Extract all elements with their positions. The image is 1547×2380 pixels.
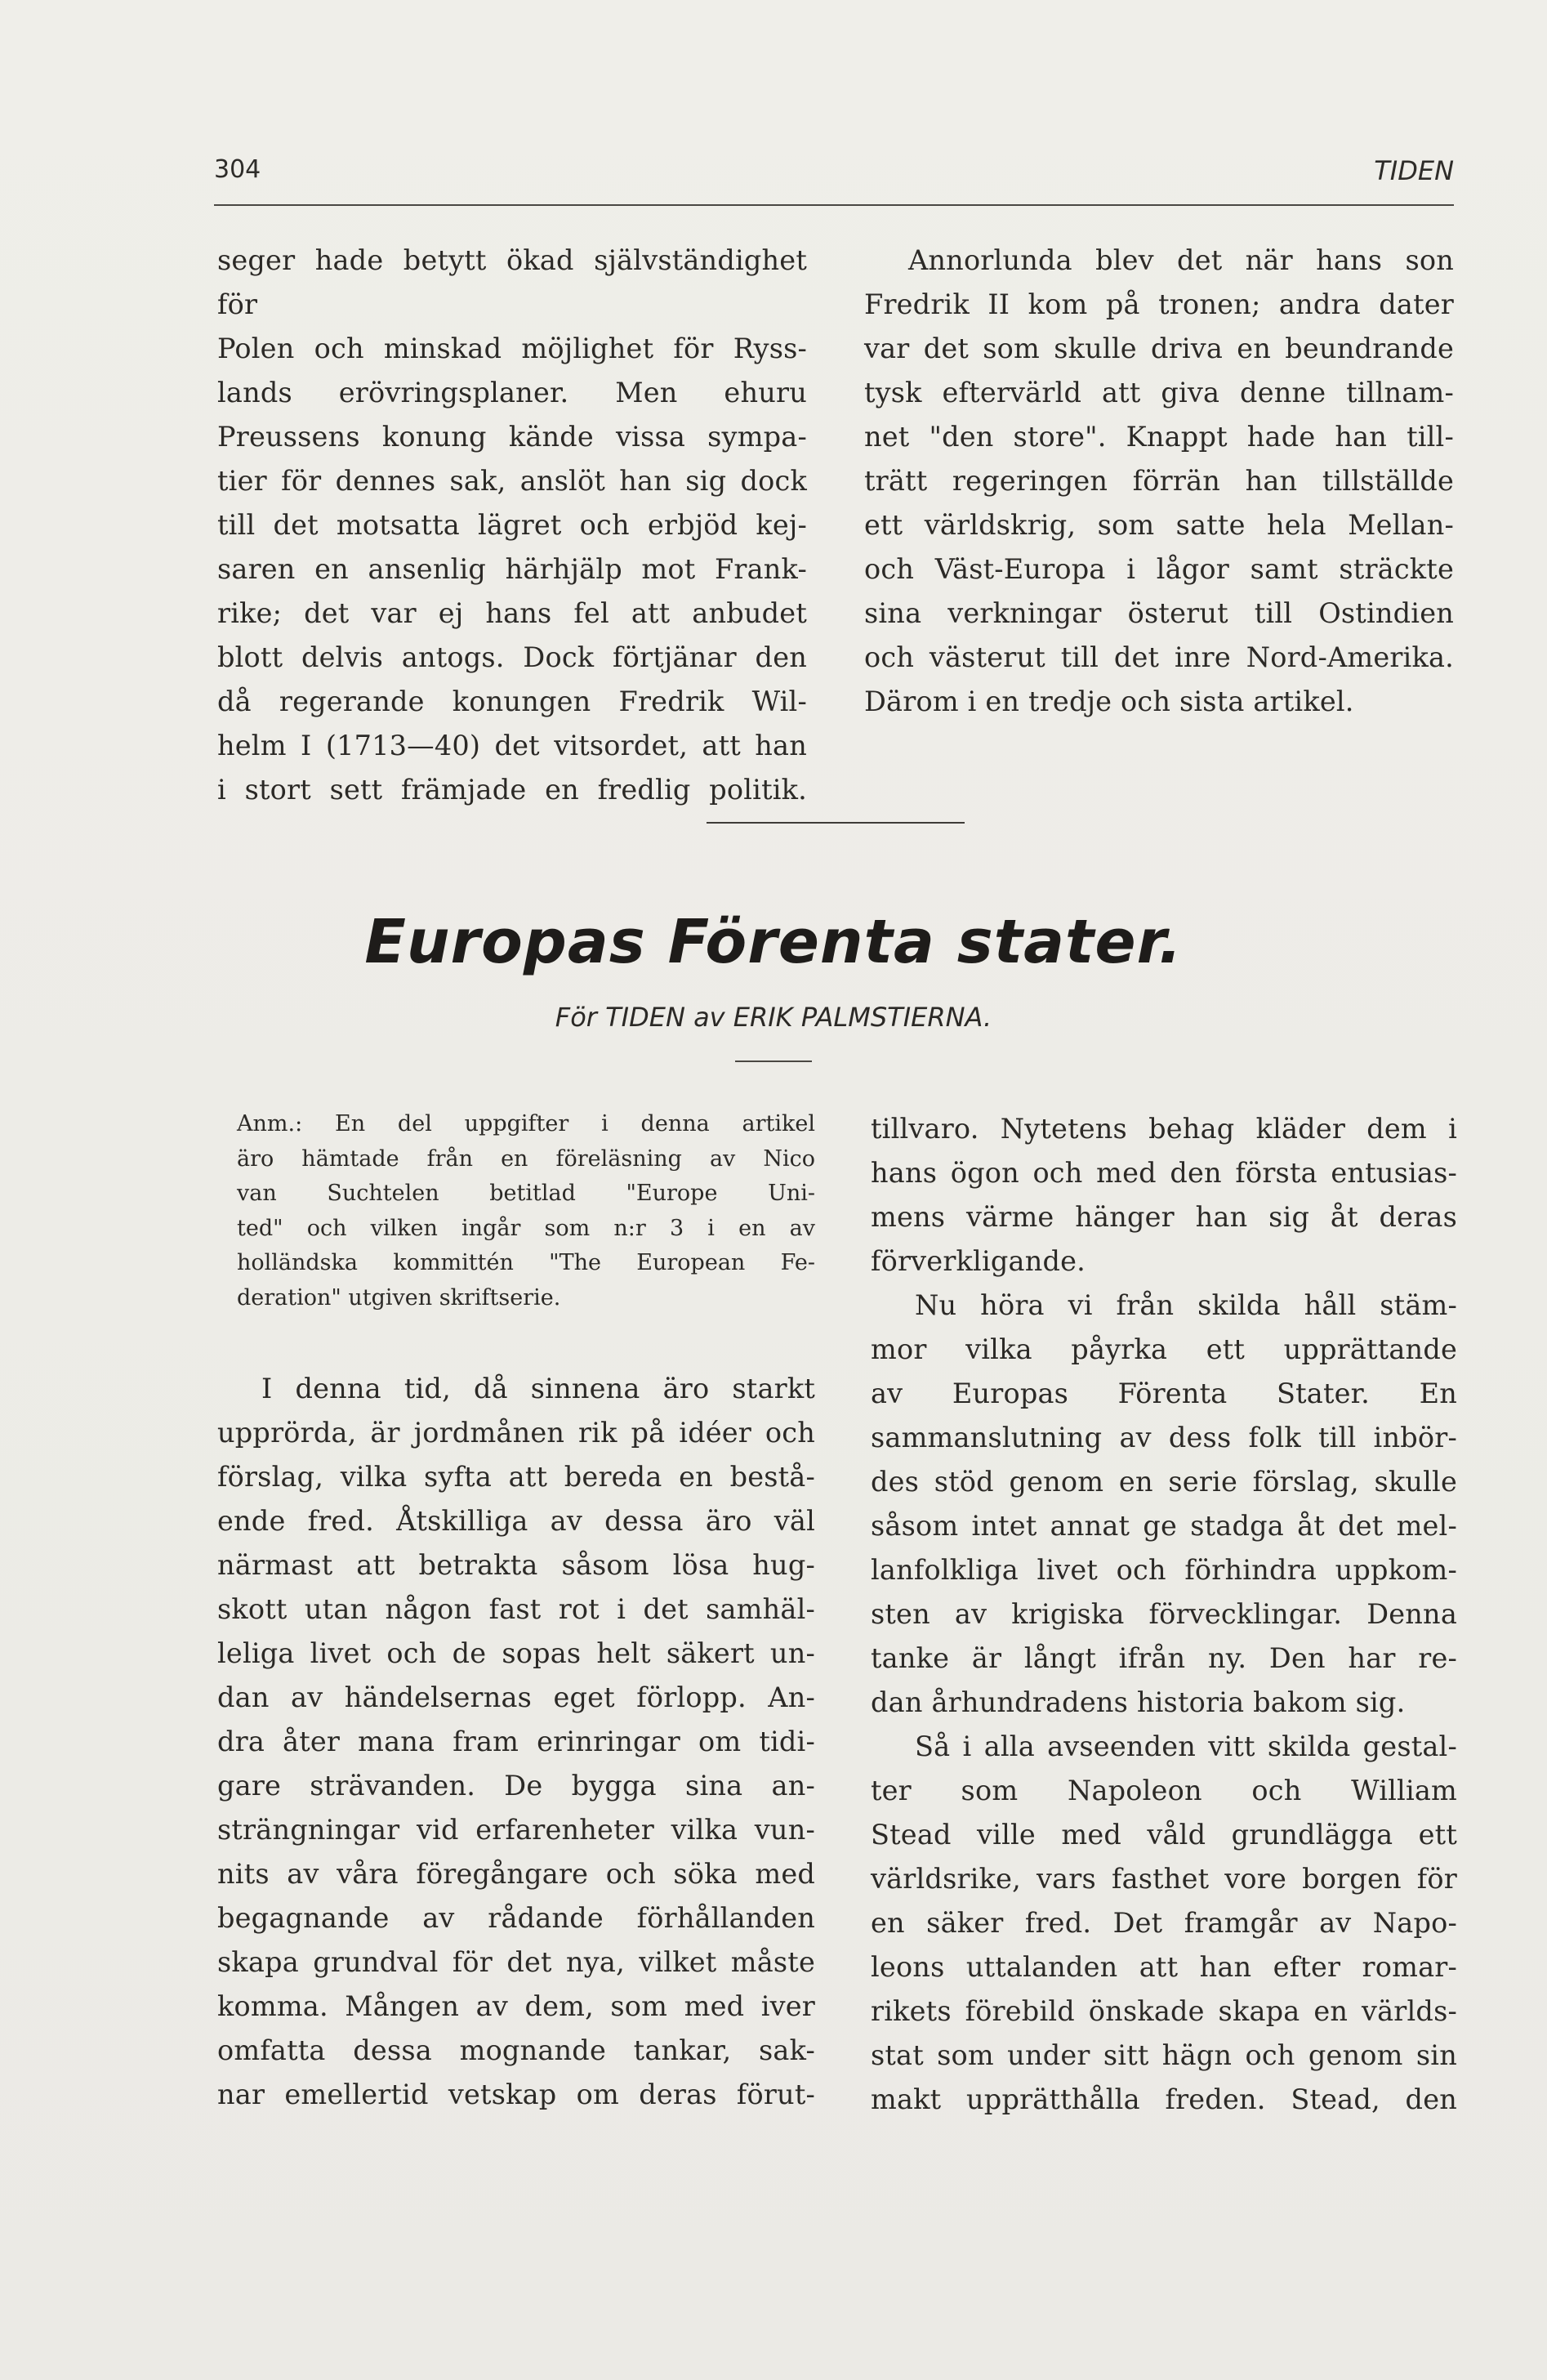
text-line: tier för dennes sak, anslöt han sig dock [217,465,807,497]
text-line: förverkligande. [871,1245,1086,1277]
text-line: lands erövringsplaner. Men ehuru [217,377,807,409]
article-title: Europas Förenta stater. [364,907,1183,977]
note-line: van Suchtelen betitlad "Europe Uni- [237,1181,815,1206]
text-line: leliga livet och de sopas helt säkert un- [217,1637,815,1669]
text-line: skapa grundval för det nya, vilket måste [217,1946,815,1978]
page-header [214,155,1454,204]
article-right-column [871,1107,1457,2122]
text-line: ett världskrig, som satte hela Mellan- [864,509,1454,541]
text-line: saren en ansenlig härhjälp mot Frank- [217,553,807,585]
text-line: helm I (1713—40) det vitsordet, att han [217,730,807,761]
text-line: I denna tid, då sinnena äro starkt [261,1373,815,1404]
text-line: Annorlunda blev det när hans son [908,244,1454,276]
text-line: strängningar vid erfarenheter vilka vun- [217,1814,815,1846]
text-line: mens värme hänger han sig åt deras [871,1201,1457,1233]
text-line: Preussens konung kände vissa sympa- [217,421,807,453]
text-line: des stöd genom en serie förslag, skulle [871,1466,1457,1498]
text-line: och Väst-Europa i lågor samt sträckte [864,553,1454,585]
text-line: trätt regeringen förrän han tillställde [864,465,1454,497]
text-line: ter som Napoleon och William [871,1775,1457,1806]
text-line: Nu höra vi från skilda håll stäm- [915,1289,1457,1321]
text-line: begagnande av rådande förhållanden [217,1902,815,1934]
text-line: Fredrik II kom på tronen; andra dater [864,288,1454,320]
text-line: såsom intet annat ge stadga åt det mel- [871,1510,1457,1542]
text-line: till det motsatta lägret och erbjöd kej- [217,509,807,541]
text-line: seger hade betytt ökad självständighet för [217,244,807,320]
text-line: och västerut till det inre Nord-Amerika. [864,641,1454,673]
text-line: tillvaro. Nytetens behag kläder dem i [871,1113,1457,1145]
running-title: TIDEN [1374,155,1454,186]
text-line: rike; det var ej hans fel att anbudet [217,597,807,629]
text-line: förslag, vilka syfta att bereda en bestå- [217,1461,815,1493]
text-line: dra åter mana fram erinringar om tidi- [217,1726,815,1757]
text-line: världsrike, vars fasthet vore borgen för [871,1863,1457,1895]
note-line: Anm.: En del uppgifter i denna artikel [237,1111,815,1136]
text-line: nits av våra föregångare och söka med [217,1858,815,1890]
author-note [237,1107,815,1315]
text-line: tanke är långt ifrån ny. Den har re- [871,1642,1457,1674]
text-line: komma. Mången av dem, som med iver [217,1990,815,2022]
page-number: 304 [214,155,261,184]
text-line: makt upprätthålla freden. Stead, den [871,2083,1457,2115]
text-line: en säker fred. Det framgår av Napo- [871,1907,1457,1939]
text-line: lanfolkliga livet och förhindra uppkom- [871,1554,1457,1586]
note-line: deration" utgiven skriftserie. [237,1284,561,1311]
text-line: ende fred. Åtskilliga av dessa äro väl [217,1505,815,1537]
text-line: var det som skulle driva en beundrande [864,333,1454,364]
text-line: Så i alla avseenden vitt skilda gestal- [915,1730,1457,1762]
text-line: av Europas Förenta Stater. En [871,1378,1457,1409]
text-line: stat som under sitt hägn och genom sin [871,2039,1457,2071]
previous-article-right-column [864,239,1454,724]
header-rule [214,204,1454,206]
text-line: upprörda, är jordmånen rik på idéer och [217,1417,815,1449]
text-line: i stort sett främjade en fredlig politik. [217,774,807,806]
note-line: ted" och vilken ingår som n:r 3 i en av [237,1215,815,1241]
text-line: skott utan någon fast rot i det samhäl- [217,1593,815,1625]
text-line: sina verkningar österut till Ostindien [864,597,1454,629]
text-line: närmast att betrakta såsom lösa hug- [217,1549,815,1581]
text-line: omfatta dessa mognande tankar, sak- [217,2034,815,2066]
section-divider [707,822,965,824]
note-line: äro hämtade från en föreläsning av Nico [237,1145,815,1172]
text-line: sten av krigiska förvecklingar. Denna [871,1598,1457,1630]
text-line: rikets förebild önskade skapa en världs- [871,1995,1457,2027]
text-line: gare strävanden. De bygga sina an- [217,1770,815,1802]
text-line: tysk eftervärld att giva denne tillnam- [864,377,1454,409]
text-line: Polen och minskad möjlighet för Ryss- [217,333,807,364]
text-line: dan av händelsernas eget förlopp. An- [217,1681,815,1713]
text-line: Därom i en tredje och sista artikel. [864,685,1354,717]
text-line: nar emellertid vetskap om deras förut- [217,2079,815,2110]
text-line: då regerande konungen Fredrik Wil- [217,685,807,717]
text-line: hans ögon och med den första entusias- [871,1157,1457,1189]
article-left-column [217,1367,815,2117]
text-line: Stead ville med våld grundlägga ett [871,1819,1457,1851]
text-line: dan århundradens historia bakom sig. [871,1686,1406,1718]
previous-article-left-column [217,239,807,812]
text-line: net "den store". Knappt hade han till- [864,421,1454,453]
byline-rule [735,1061,812,1062]
article-byline: För TIDEN av ERIK PALMSTIERNA. [555,1002,992,1033]
note-line: holländska kommittén "The European Fe- [237,1250,815,1275]
text-line: blott delvis antogs. Dock förtjänar den [217,641,807,673]
text-line: leons uttalanden att han efter romar- [871,1951,1457,1983]
text-line: mor vilka påyrka ett upprättande [871,1333,1457,1365]
text-line: sammanslutning av dess folk till inbör- [871,1422,1457,1453]
